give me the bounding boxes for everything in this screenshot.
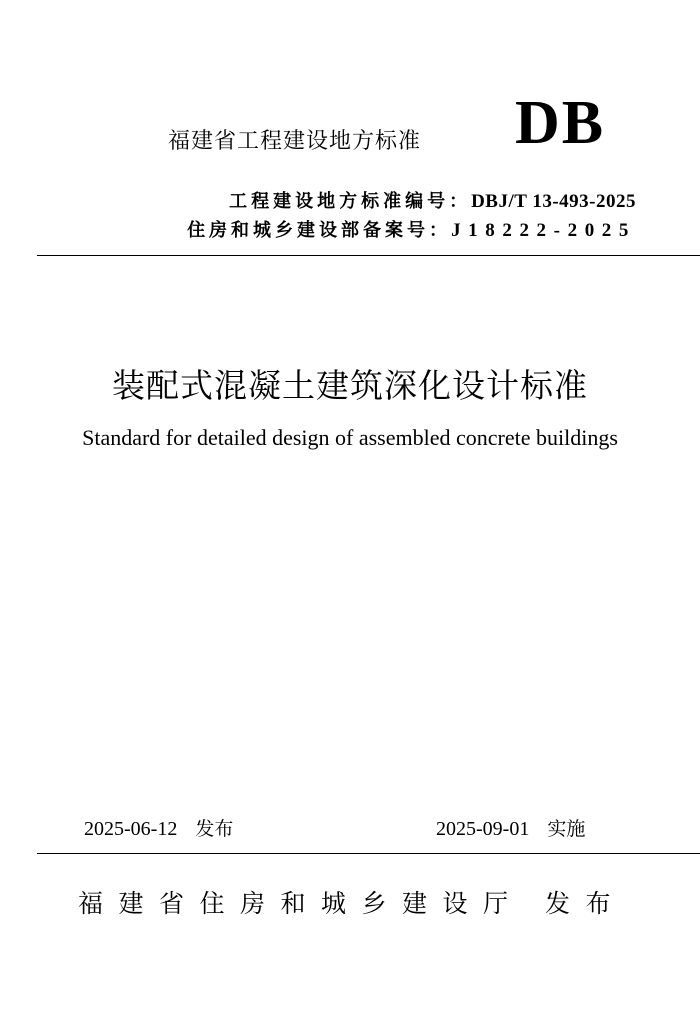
issuing-authority: 福建省住房和城乡建设厅 — [78, 889, 524, 918]
filing-number: J18222-2025 — [451, 220, 636, 241]
document-title-chinese: 装配式混凝土建筑深化设计标准 — [112, 366, 588, 405]
bottom-divider — [37, 853, 700, 854]
issuer-action: 发布 — [545, 889, 627, 918]
filing-number-label: 住房和城乡建设部备案号： — [187, 220, 452, 241]
standard-number: DBJ/T 13-493-2025 — [471, 191, 636, 212]
standard-series-label: 福建省工程建设地方标准 — [168, 129, 422, 154]
implement-label: 实施 — [547, 818, 586, 840]
top-divider — [37, 255, 700, 256]
db-mark: DB — [515, 89, 606, 157]
issue-date: 2025-06-12 — [84, 818, 178, 840]
issue-date-row — [84, 814, 233, 841]
document-title-english: Standard for detailed design of assembled concrete buildings — [82, 425, 618, 450]
filing-number-line — [187, 216, 636, 242]
standard-number-label: 工程建设地方标准编号： — [229, 191, 472, 212]
implement-date-row — [436, 814, 585, 841]
implement-date: 2025-09-01 — [436, 818, 530, 840]
standard-number-line — [229, 187, 636, 213]
issue-label: 发布 — [195, 818, 234, 840]
